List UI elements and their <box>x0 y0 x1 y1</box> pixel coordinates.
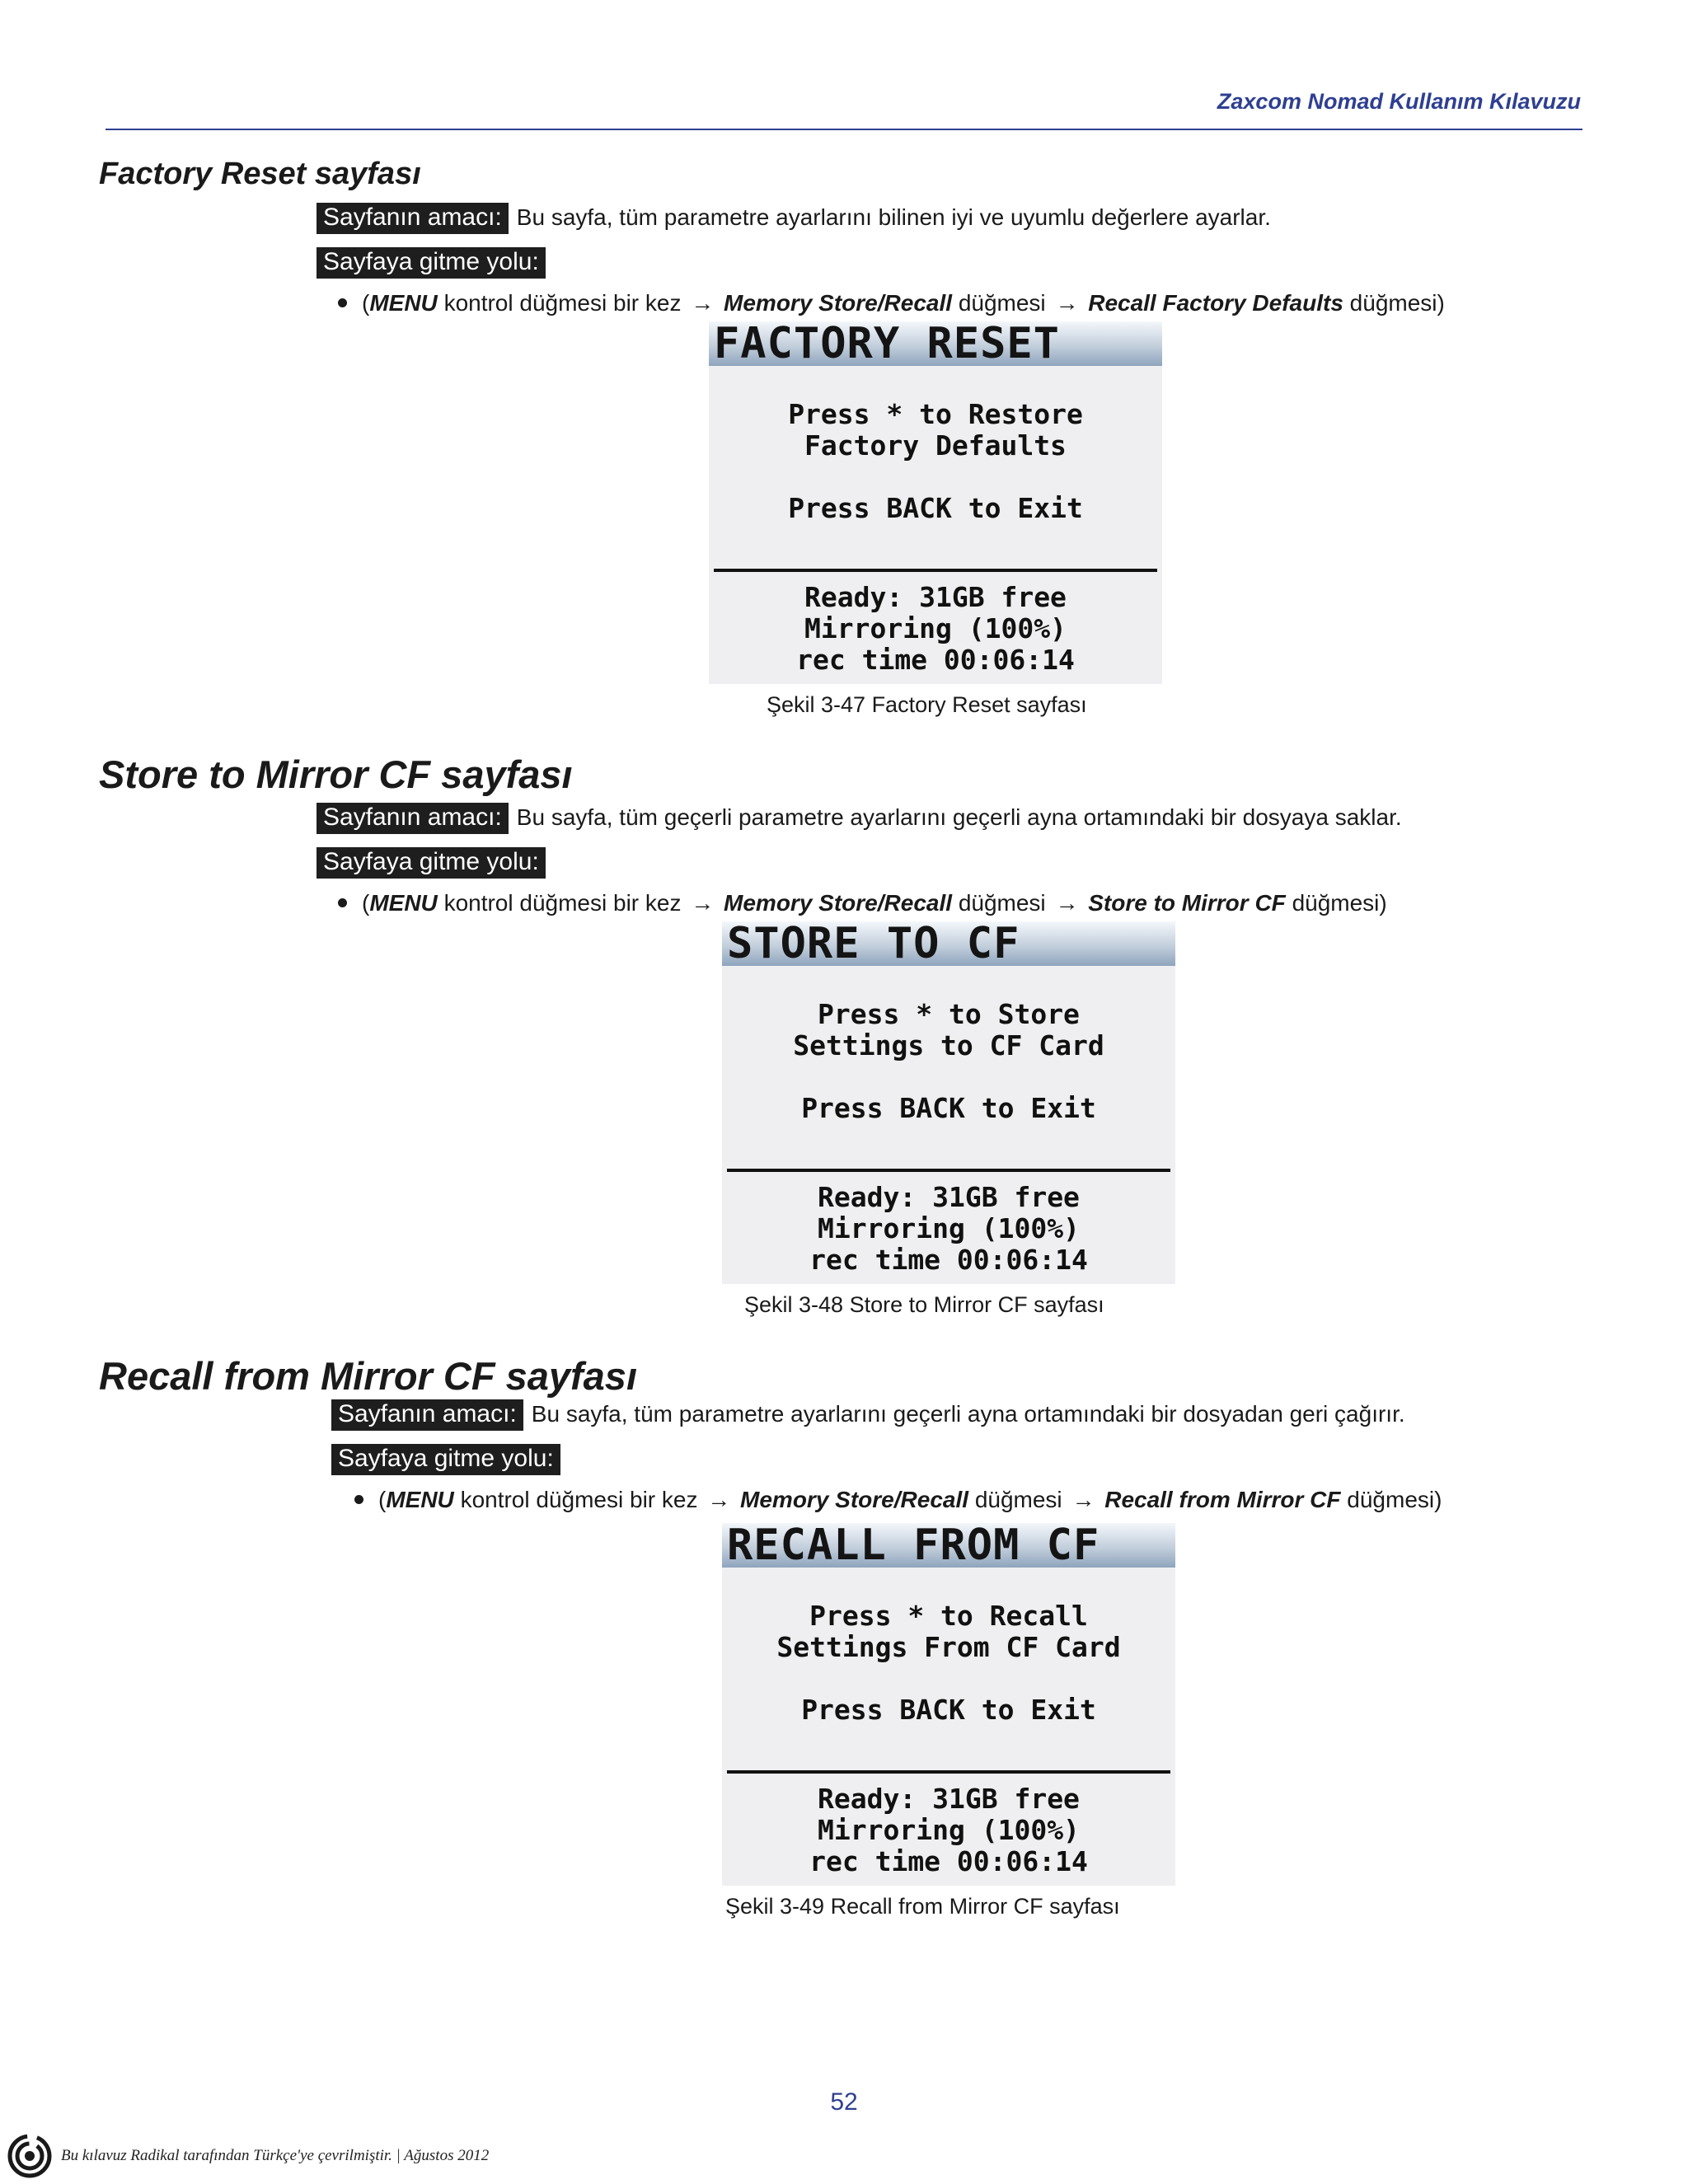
purpose-row-store-to-mirror <box>316 803 1402 834</box>
lcd-screen-factory-reset <box>709 321 1162 684</box>
bullet-icon <box>338 298 347 307</box>
lcd-message-line-2: Settings From CF Card <box>776 1631 1121 1663</box>
path-label: Sayfaya gitme yolu: <box>316 847 546 879</box>
arrow-right-icon: → <box>691 290 715 316</box>
section-title-recall-from-mirror: Recall from Mirror CF sayfası <box>99 1354 637 1398</box>
lcd-message-line-1: Press * to Restore <box>788 398 1083 430</box>
purpose-label: Sayfanın amacı: <box>316 803 509 834</box>
purpose-label: Sayfanın amacı: <box>316 203 509 234</box>
target-button-name: Recall Factory Defaults <box>1088 290 1343 316</box>
lcd-status-ready: Ready: 31GB free <box>818 1783 1080 1815</box>
lcd-screen-store-to-cf <box>722 921 1175 1284</box>
memory-button-name: Memory Store/Recall <box>740 1487 969 1512</box>
lcd-message-line-1: Press * to Store <box>818 998 1080 1030</box>
document-header-title: Zaxcom Nomad Kullanım Kılavuzu <box>1217 89 1581 114</box>
navigation-path-store-to-mirror: (MENU kontrol düğmesi bir kez → Memory Store/Recall düğmesi → Store to Mirror CF düğmesi) <box>338 890 1387 916</box>
arrow-right-icon: → <box>1055 890 1079 916</box>
purpose-row-factory-reset <box>316 203 1271 234</box>
lcd-status-ready: Ready: 31GB free <box>804 581 1067 613</box>
lcd-status-mirroring: Mirroring (100%) <box>804 612 1067 644</box>
lcd-status-mirroring: Mirroring (100%) <box>818 1212 1080 1244</box>
lcd-message-line-2: Settings to CF Card <box>793 1029 1104 1062</box>
lcd-exit-hint: Press BACK to Exit <box>801 1694 1096 1726</box>
lcd-title: RECALL FROM CF <box>722 1523 1175 1568</box>
figure-caption: Şekil 3-47 Factory Reset sayfası <box>767 692 1087 717</box>
lcd-divider <box>727 1169 1170 1172</box>
lcd-message-line-2: Factory Defaults <box>804 429 1067 462</box>
lcd-exit-hint: Press BACK to Exit <box>788 492 1083 524</box>
lcd-divider <box>714 569 1157 572</box>
path-label: Sayfaya gitme yolu: <box>331 1444 560 1475</box>
menu-knob-name: MENU <box>386 1487 454 1512</box>
bullet-icon <box>338 898 347 907</box>
purpose-text: Bu sayfa, tüm geçerli parametre ayarlarını geçerli ayna ortamındaki bir dosyaya saklar. <box>516 804 1402 830</box>
arrow-right-icon: → <box>707 1487 731 1512</box>
target-button-name: Recall from Mirror CF <box>1104 1487 1341 1512</box>
footer-credit-text: Bu kılavuz Radikal tarafından Türkçe'ye çevrilmiştir. | Ağustos 2012 <box>61 2147 490 2164</box>
lcd-exit-hint: Press BACK to Exit <box>801 1092 1096 1124</box>
arrow-right-icon: → <box>1055 290 1079 316</box>
header-rule <box>106 129 1582 130</box>
section-title-store-to-mirror: Store to Mirror CF sayfası <box>99 752 573 796</box>
path-label: Sayfaya gitme yolu: <box>316 247 546 279</box>
lcd-title: STORE TO CF <box>722 921 1175 966</box>
memory-button-name: Memory Store/Recall <box>724 290 953 316</box>
lcd-status-mirroring: Mirroring (100%) <box>818 1814 1080 1846</box>
lcd-status-ready: Ready: 31GB free <box>818 1181 1080 1213</box>
memory-button-name: Memory Store/Recall <box>724 890 953 916</box>
purpose-row-recall-from-mirror <box>331 1399 1405 1431</box>
lcd-divider <box>727 1770 1170 1774</box>
purpose-text: Bu sayfa, tüm parametre ayarlarını bilinen iyi ve uyumlu değerlere ayarlar. <box>516 204 1271 230</box>
radikal-logo-icon <box>7 2133 53 2179</box>
path-label-row-recall-from-mirror <box>331 1444 569 1475</box>
purpose-text: Bu sayfa, tüm parametre ayarlarını geçerli ayna ortamındaki bir dosyadan geri çağırır. <box>531 1401 1405 1427</box>
navigation-path-recall-from-mirror: (MENU kontrol düğmesi bir kez → Memory Store/Recall düğmesi → Recall from Mirror CF düğmesi) <box>354 1487 1442 1513</box>
arrow-right-icon: → <box>691 890 715 916</box>
menu-knob-name: MENU <box>369 290 438 316</box>
navigation-path-factory-reset: (MENU kontrol düğmesi bir kez → Memory Store/Recall düğmesi → Recall Factory Defaults düğmesi) <box>338 290 1445 316</box>
lcd-status-rec-time: rec time 00:06:14 <box>809 1845 1088 1877</box>
lcd-title: FACTORY RESET <box>709 321 1162 366</box>
figure-caption: Şekil 3-49 Recall from Mirror CF sayfası <box>725 1894 1120 1919</box>
lcd-screen-recall-from-cf <box>722 1523 1175 1886</box>
lcd-message-line-1: Press * to Recall <box>809 1600 1088 1632</box>
menu-knob-name: MENU <box>369 890 438 916</box>
figure-caption: Şekil 3-48 Store to Mirror CF sayfası <box>744 1292 1104 1317</box>
path-label-row-store-to-mirror <box>316 847 554 879</box>
bullet-icon <box>354 1495 363 1504</box>
page-number: 52 <box>830 2088 858 2116</box>
purpose-label: Sayfanın amacı: <box>331 1399 523 1431</box>
path-label-row-factory-reset <box>316 247 554 279</box>
arrow-right-icon: → <box>1071 1487 1095 1512</box>
section-title-factory-reset: Factory Reset sayfası <box>99 157 421 191</box>
lcd-status-rec-time: rec time 00:06:14 <box>809 1244 1088 1276</box>
footer <box>7 2133 489 2179</box>
target-button-name: Store to Mirror CF <box>1088 890 1286 916</box>
lcd-status-rec-time: rec time 00:06:14 <box>796 644 1075 676</box>
